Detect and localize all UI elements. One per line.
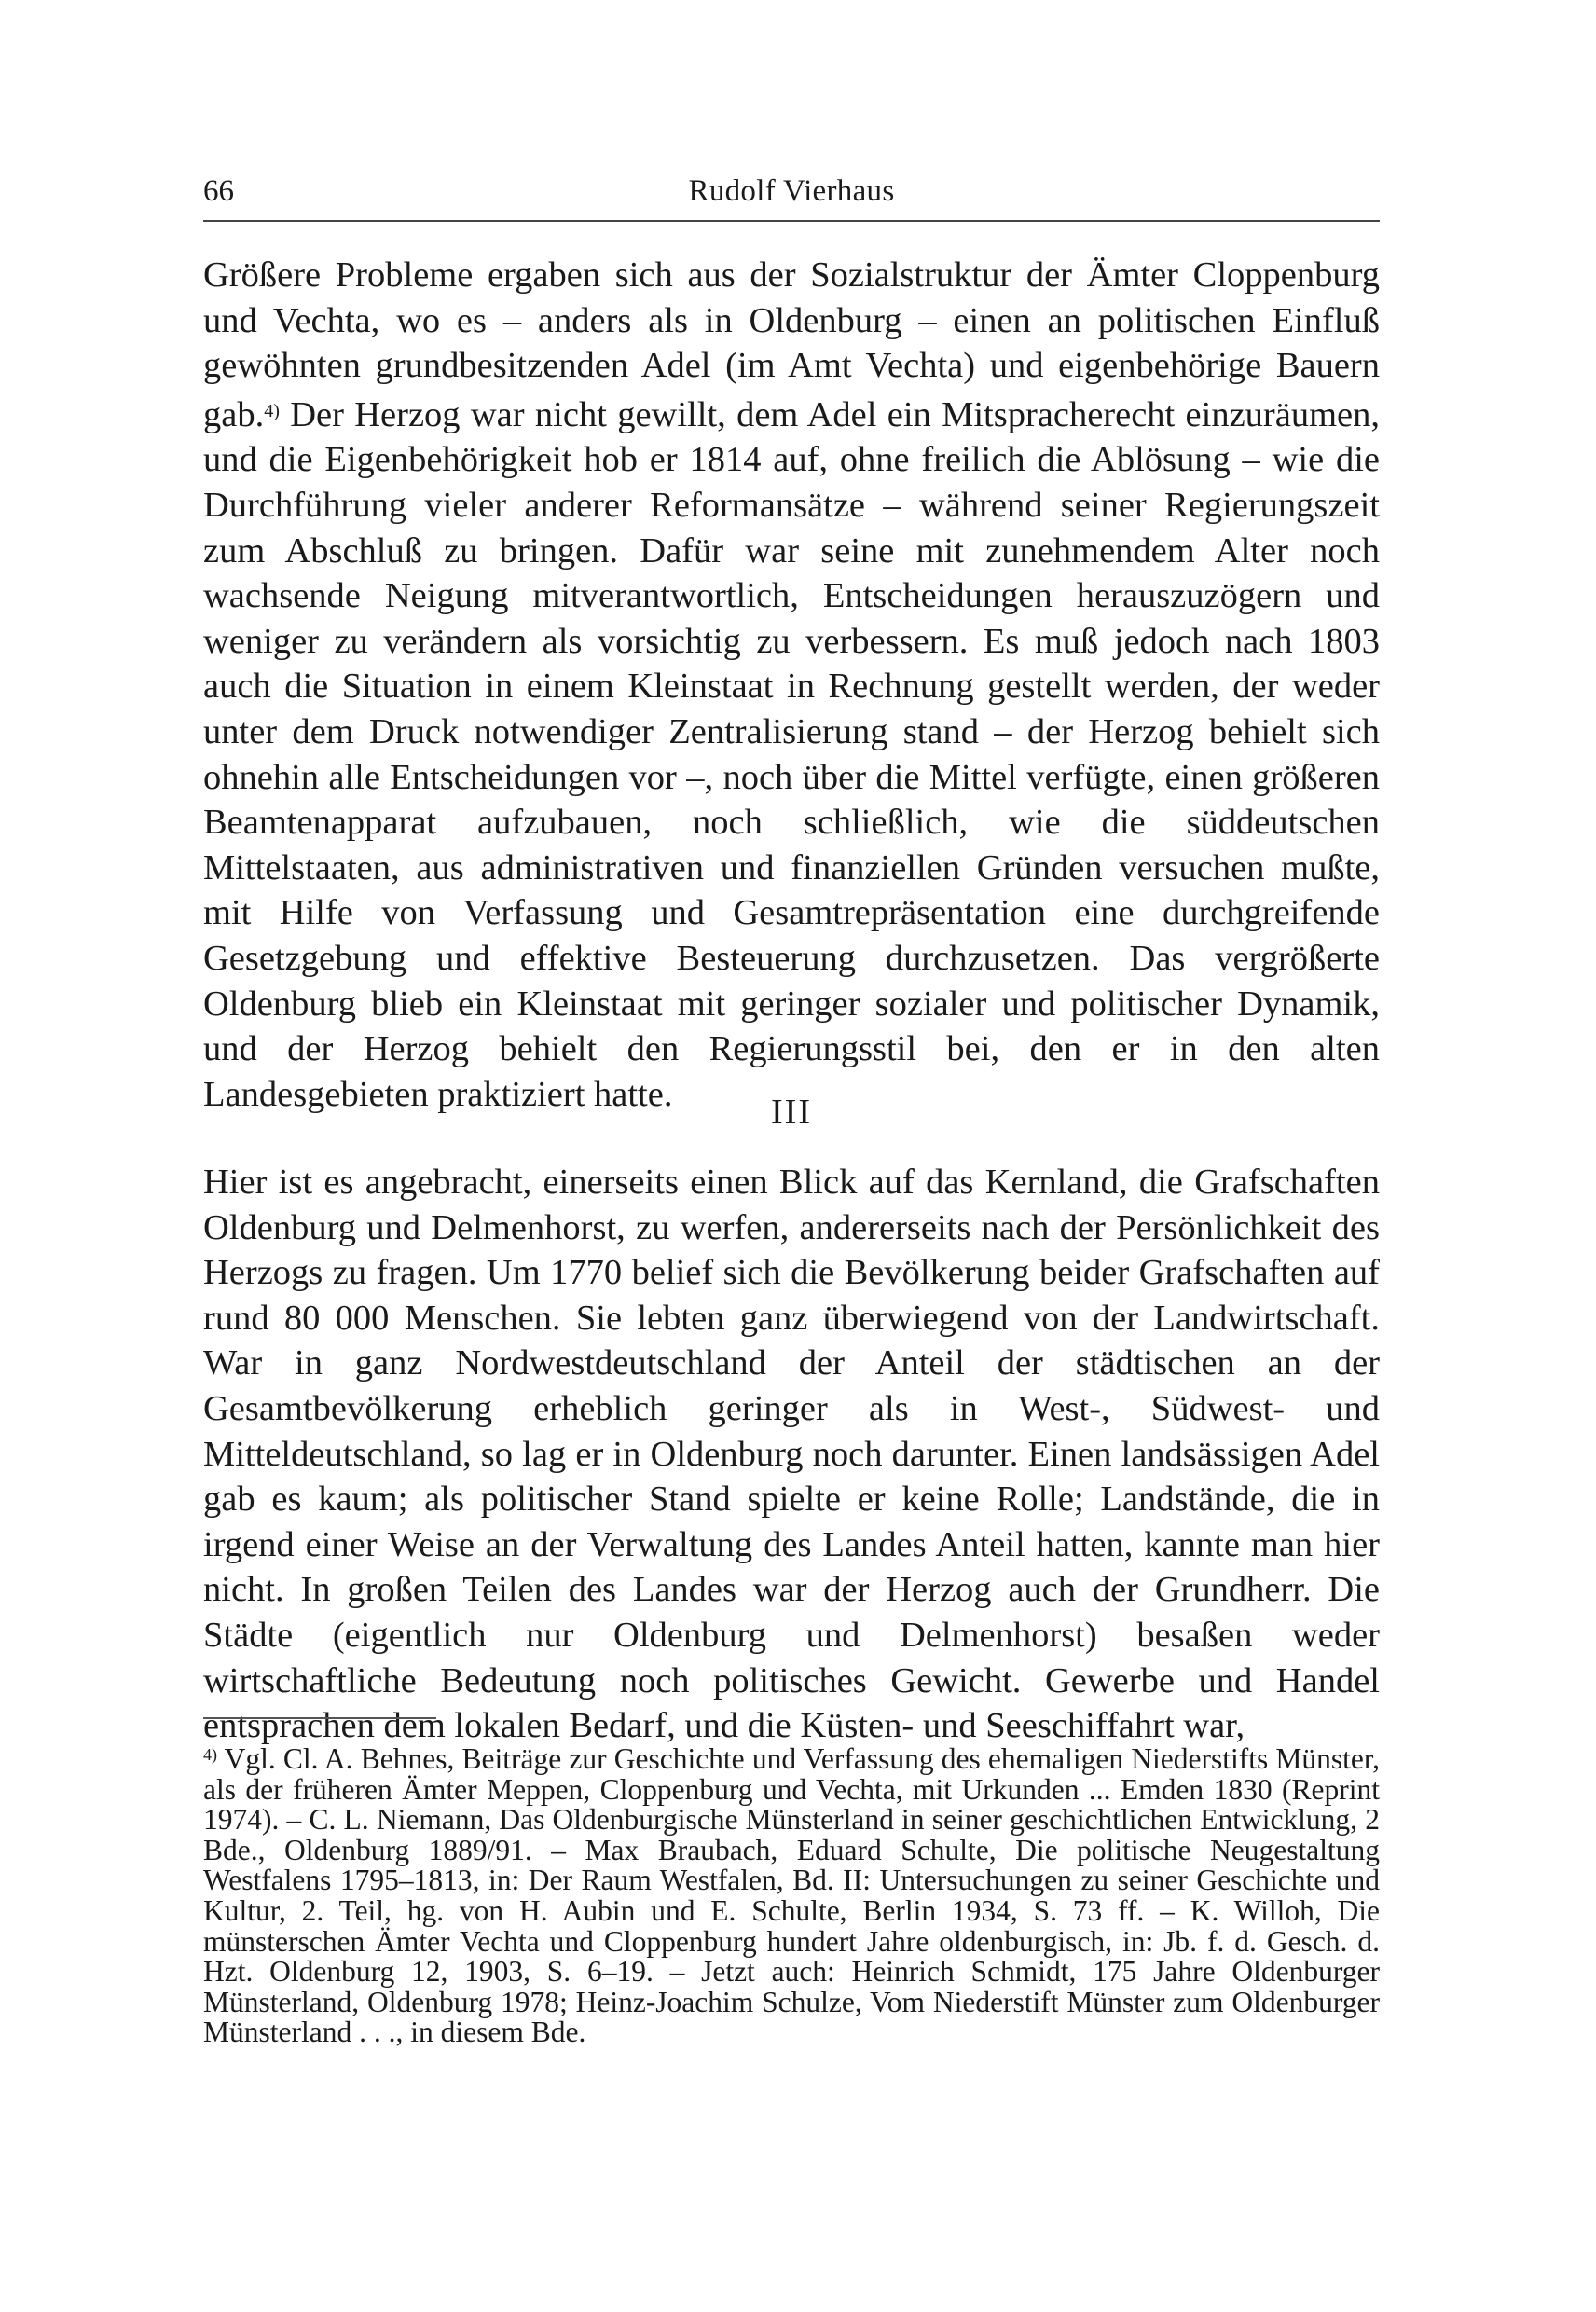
footnote-marker: [203, 1745, 217, 1764]
paragraph-1-text-b: Der Herzog war nicht gewillt, dem Adel ein Mitspracherecht einzuräumen, und die Eigenbehörigkeit hob er 1814 auf, ohne freilich die Ablösung – wie die Durchführung vieler anderer Reformansätze – während seiner Regierungszeit zum Abschluß zu bringen. Dafür war seine mit zunehmendem Alter noch wachsende Neigung mitverantwortlich, Entscheidungen herauszuzögern und weniger zu verändern als vorsichtig zu verbessern. Es muß jedoch nach 1803 auch die Situation in einem Kleinstaat in Rechnung gestellt werden, der weder unter dem Druck notwendiger Zentralisierung stand – der Herzog behielt sich ohnehin alle Entscheidungen vor –, noch über die Mittel verfügte, einen größeren Beamtenapparat aufzubauen, noch schließlich, wie die süddeutschen Mittelstaaten, aus administrativen und finanziellen Gründen versuchen mußte, mit Hilfe von Verfassung und Gesamtrepräsentation eine durchgreifende Gesetzgebung und effektive Besteuerung durchzusetzen. Das vergrößerte Oldenburg blieb ein Kleinstaat mit geringer sozialer und politischer Dynamik, und der Herzog behielt den Regierungsstil bei, den er in den alten Landesgebieten praktiziert hatte.: [203, 394, 1380, 1114]
section-heading: III: [771, 1093, 812, 1132]
page-header: [203, 168, 1380, 214]
paragraph-1-text-a: Größere Probleme ergaben sich aus der Sozialstruktur der Ämter Cloppenburg und Vechta, wo es – anders als in Oldenburg – einen an politischen Einfluß gewöhnten grundbesitzenden Adel (im Amt Vechta) und eigenbehörige Bauern gab.: [203, 255, 1380, 434]
footnote-reference-paren: ): [273, 400, 280, 421]
page-number: 66: [203, 174, 234, 208]
footnote-rule: [203, 1717, 436, 1719]
footnote-marker-paren: ): [212, 1745, 217, 1764]
body-paragraph-2: Hier ist es angebracht, einerseits einen Blick auf das Kernland, die Grafschaften Oldenburg und Delmenhorst, zu werfen, andererseits nach der Persönlichkeit des Herzogs zu fragen. Um 1770 belief sich die Bevölkerung beider Grafschaften auf rund 80 000 Menschen. Sie lebten ganz überwiegend von der Landwirtschaft. War in ganz Nordwestdeutschland der Anteil der städtischen an der Gesamtbevölkerung erheblich geringer als in West-, Südwest- und Mitteldeutschland, so lag er in Oldenburg noch darunter. Einen landsässigen Adel gab es kaum; als politischer Stand spielte er keine Rolle; Landstände, die in irgend einer Weise an der Verwaltung des Landes Anteil hatten, kannte man hier nicht. In großen Teilen des Landes war der Herzog auch der Grundherr. Die Städte (eigentlich nur Oldenburg und Delmenhorst) besaßen weder wirtschaftliche Bedeutung noch politisches Gewicht. Gewerbe und Handel entsprachen dem lokalen Bedarf, und die Küsten- und Seeschiffahrt war,: [203, 1163, 1380, 1746]
footnote-reference-4[interactable]: [264, 401, 280, 421]
running-head-author: Rudolf Vierhaus: [688, 174, 895, 208]
footnote-reference-number: 4: [264, 400, 274, 421]
footnote-4: [203, 1740, 1380, 2048]
footnote-marker-number: 4: [203, 1745, 212, 1764]
body-paragraph-1: [203, 253, 1380, 1117]
footnote-text: Vgl. Cl. A. Behnes, Beiträge zur Geschichte und Verfassung des ehemaligen Niederstifts Münster, als der früheren Ämter Meppen, Cloppenburg und Vechta, mit Urkunden ... Emden 1830 (Reprint 1974). – C. L. Niemann, Das Oldenburgische Münsterland in seiner geschichtlichen Entwicklung, 2 Bde., Oldenburg 1889/91. – Max Braubach, Eduard Schulte, Die politische Neugestaltung Westfalens 1795–1813, in: Der Raum Westfalen, Bd. II: Untersuchungen zu seiner Geschichte und Kultur, 2. Teil, hg. von H. Aubin und E. Schulte, Berlin 1934, S. 73 ff. – K. Willoh, Die münsterschen Ämter Vechta und Cloppenburg hundert Jahre oldenburgisch, in: Jb. f. d. Gesch. d. Hzt. Oldenburg 12, 1903, S. 6–19. – Jetzt auch: Heinrich Schmidt, 175 Jahre Oldenburger Münsterland, Oldenburg 1978; Heinz-Joachim Schulze, Vom Niederstift Münster zum Oldenburger Münsterland . . ., in diesem Bde.: [203, 1742, 1380, 2049]
header-rule: [203, 220, 1380, 222]
